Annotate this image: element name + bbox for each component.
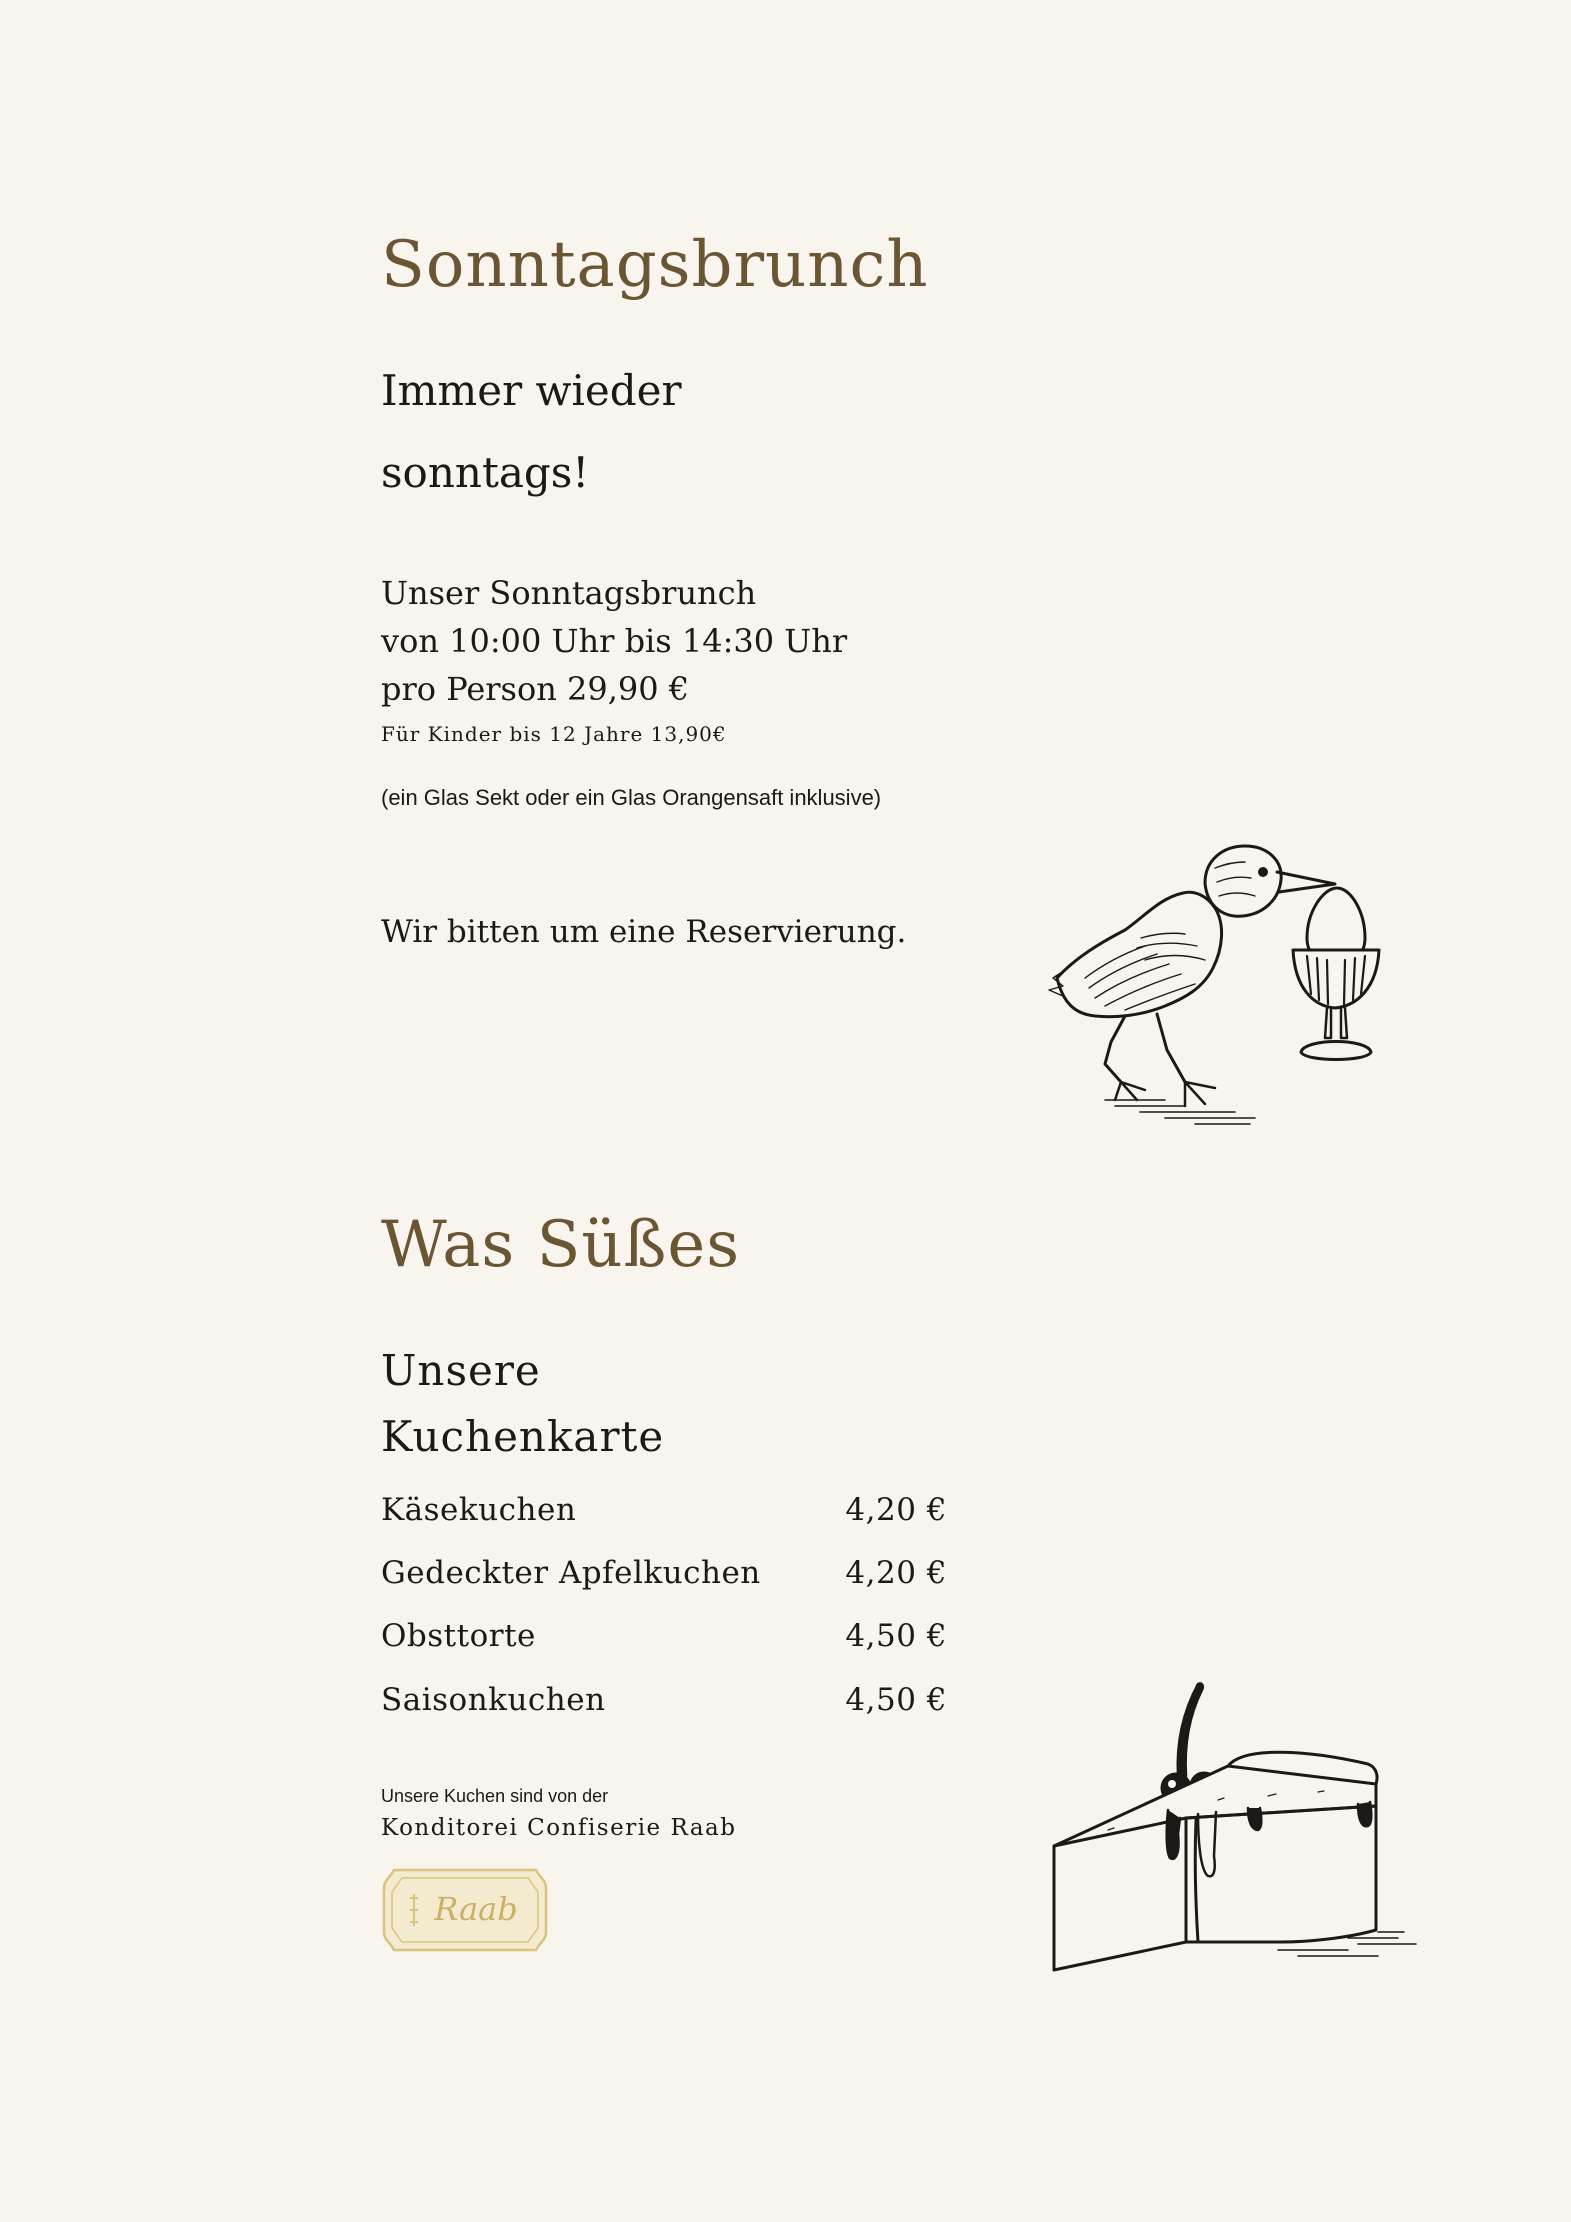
confectioner-name: Konditorei Confiserie Raab [381, 1815, 737, 1841]
credit-line: Unsere Kuchen sind von der [381, 1786, 609, 1806]
brunch-title: Sonntagsbrunch [381, 228, 929, 302]
menu-item-price: 4,50 € [845, 1618, 947, 1654]
brunch-detail-line: pro Person 29,90 € [381, 670, 690, 708]
brunch-details [381, 569, 847, 713]
menu-item-name: Saisonkuchen [381, 1682, 606, 1718]
brunch-subtitle [381, 350, 682, 514]
reservation-note: Wir bitten um eine Reservierung. [381, 914, 907, 950]
brunch-subtitle-line1: Immer wieder [381, 366, 682, 415]
list-item [381, 1618, 947, 1678]
sweets-subtitle [381, 1338, 664, 1470]
raab-logo-text: Raab [434, 1890, 518, 1928]
raab-logo [380, 1864, 550, 1956]
brunch-subtitle-line2: sonntags! [381, 448, 590, 497]
sweets-title: Was Süßes [381, 1208, 741, 1282]
sweets-subtitle-line1: Unsere [381, 1346, 541, 1395]
menu-item-price: 4,20 € [845, 1492, 947, 1528]
chick-and-egg-cup-illustration [1045, 838, 1390, 1140]
menu-item-price: 4,50 € [845, 1682, 947, 1718]
menu-item-name: Obsttorte [381, 1618, 536, 1654]
kids-price: Für Kinder bis 12 Jahre 13,90€ [381, 722, 727, 746]
list-item [381, 1492, 947, 1552]
sweets-subtitle-line2: Kuchenkarte [381, 1412, 665, 1461]
list-item [381, 1682, 947, 1742]
brunch-detail-line: von 10:00 Uhr bis 14:30 Uhr [381, 622, 848, 660]
drink-note: (ein Glas Sekt oder ein Glas Orangensaft inklusive) [381, 785, 882, 810]
list-item [381, 1555, 947, 1615]
menu-item-name: Käsekuchen [381, 1492, 577, 1528]
cake-slice-illustration [1048, 1680, 1420, 1972]
menu-item-price: 4,20 € [845, 1555, 947, 1591]
menu-item-name: Gedeckter Apfelkuchen [381, 1555, 761, 1591]
brunch-detail-line: Unser Sonntagsbrunch [381, 574, 757, 612]
